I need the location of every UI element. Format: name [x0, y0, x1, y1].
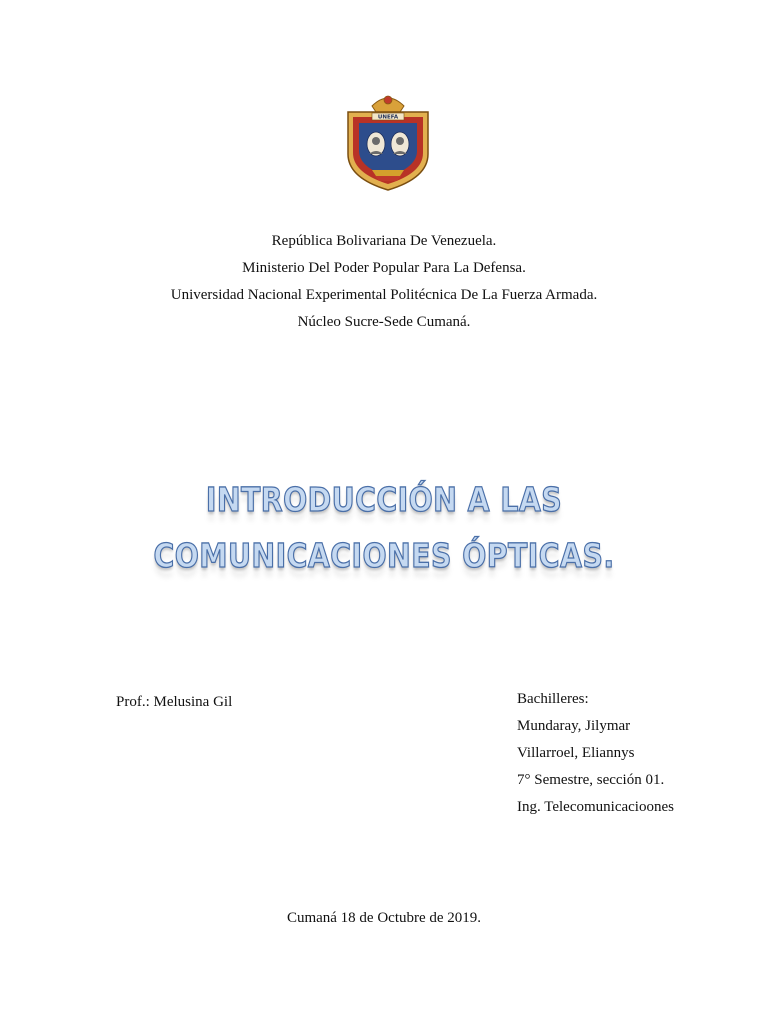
unefa-emblem-logo: [342, 92, 434, 192]
semester-section: 7° Semestre, sección 01.: [517, 772, 665, 788]
degree-program: Ing. Telecomunicacioones: [517, 799, 674, 815]
title-line-2: COMUNICACIONES ÓPTICAS.: [153, 536, 615, 575]
institution-line-campus: Núcleo Sucre-Sede Cumaná.: [297, 314, 471, 330]
institution-line-republic: República Bolivariana De Venezuela.: [271, 233, 497, 249]
institution-header: [0, 228, 768, 336]
institution-line-ministry: Ministerio Del Poder Popular Para La Defensa.: [242, 260, 526, 276]
author-line: Villarroel, Eliannys: [517, 745, 635, 761]
institution-line-university: Universidad Nacional Experimental Politécnica De La Fuerza Armada.: [170, 287, 598, 303]
place-date: Cumaná 18 de Octubre de 2019.: [286, 910, 482, 926]
document-title: [0, 472, 768, 584]
author-line: Mundaray, Jilymar: [517, 718, 631, 734]
title-line-1: INTRODUCCIÓN A LAS: [205, 480, 563, 519]
authors-block: [517, 686, 674, 821]
emblem-acronym: UNEFA: [377, 114, 399, 121]
professor-name: Prof.: Melusina Gil: [116, 694, 233, 710]
authors-heading: Bachilleres:: [517, 691, 589, 707]
